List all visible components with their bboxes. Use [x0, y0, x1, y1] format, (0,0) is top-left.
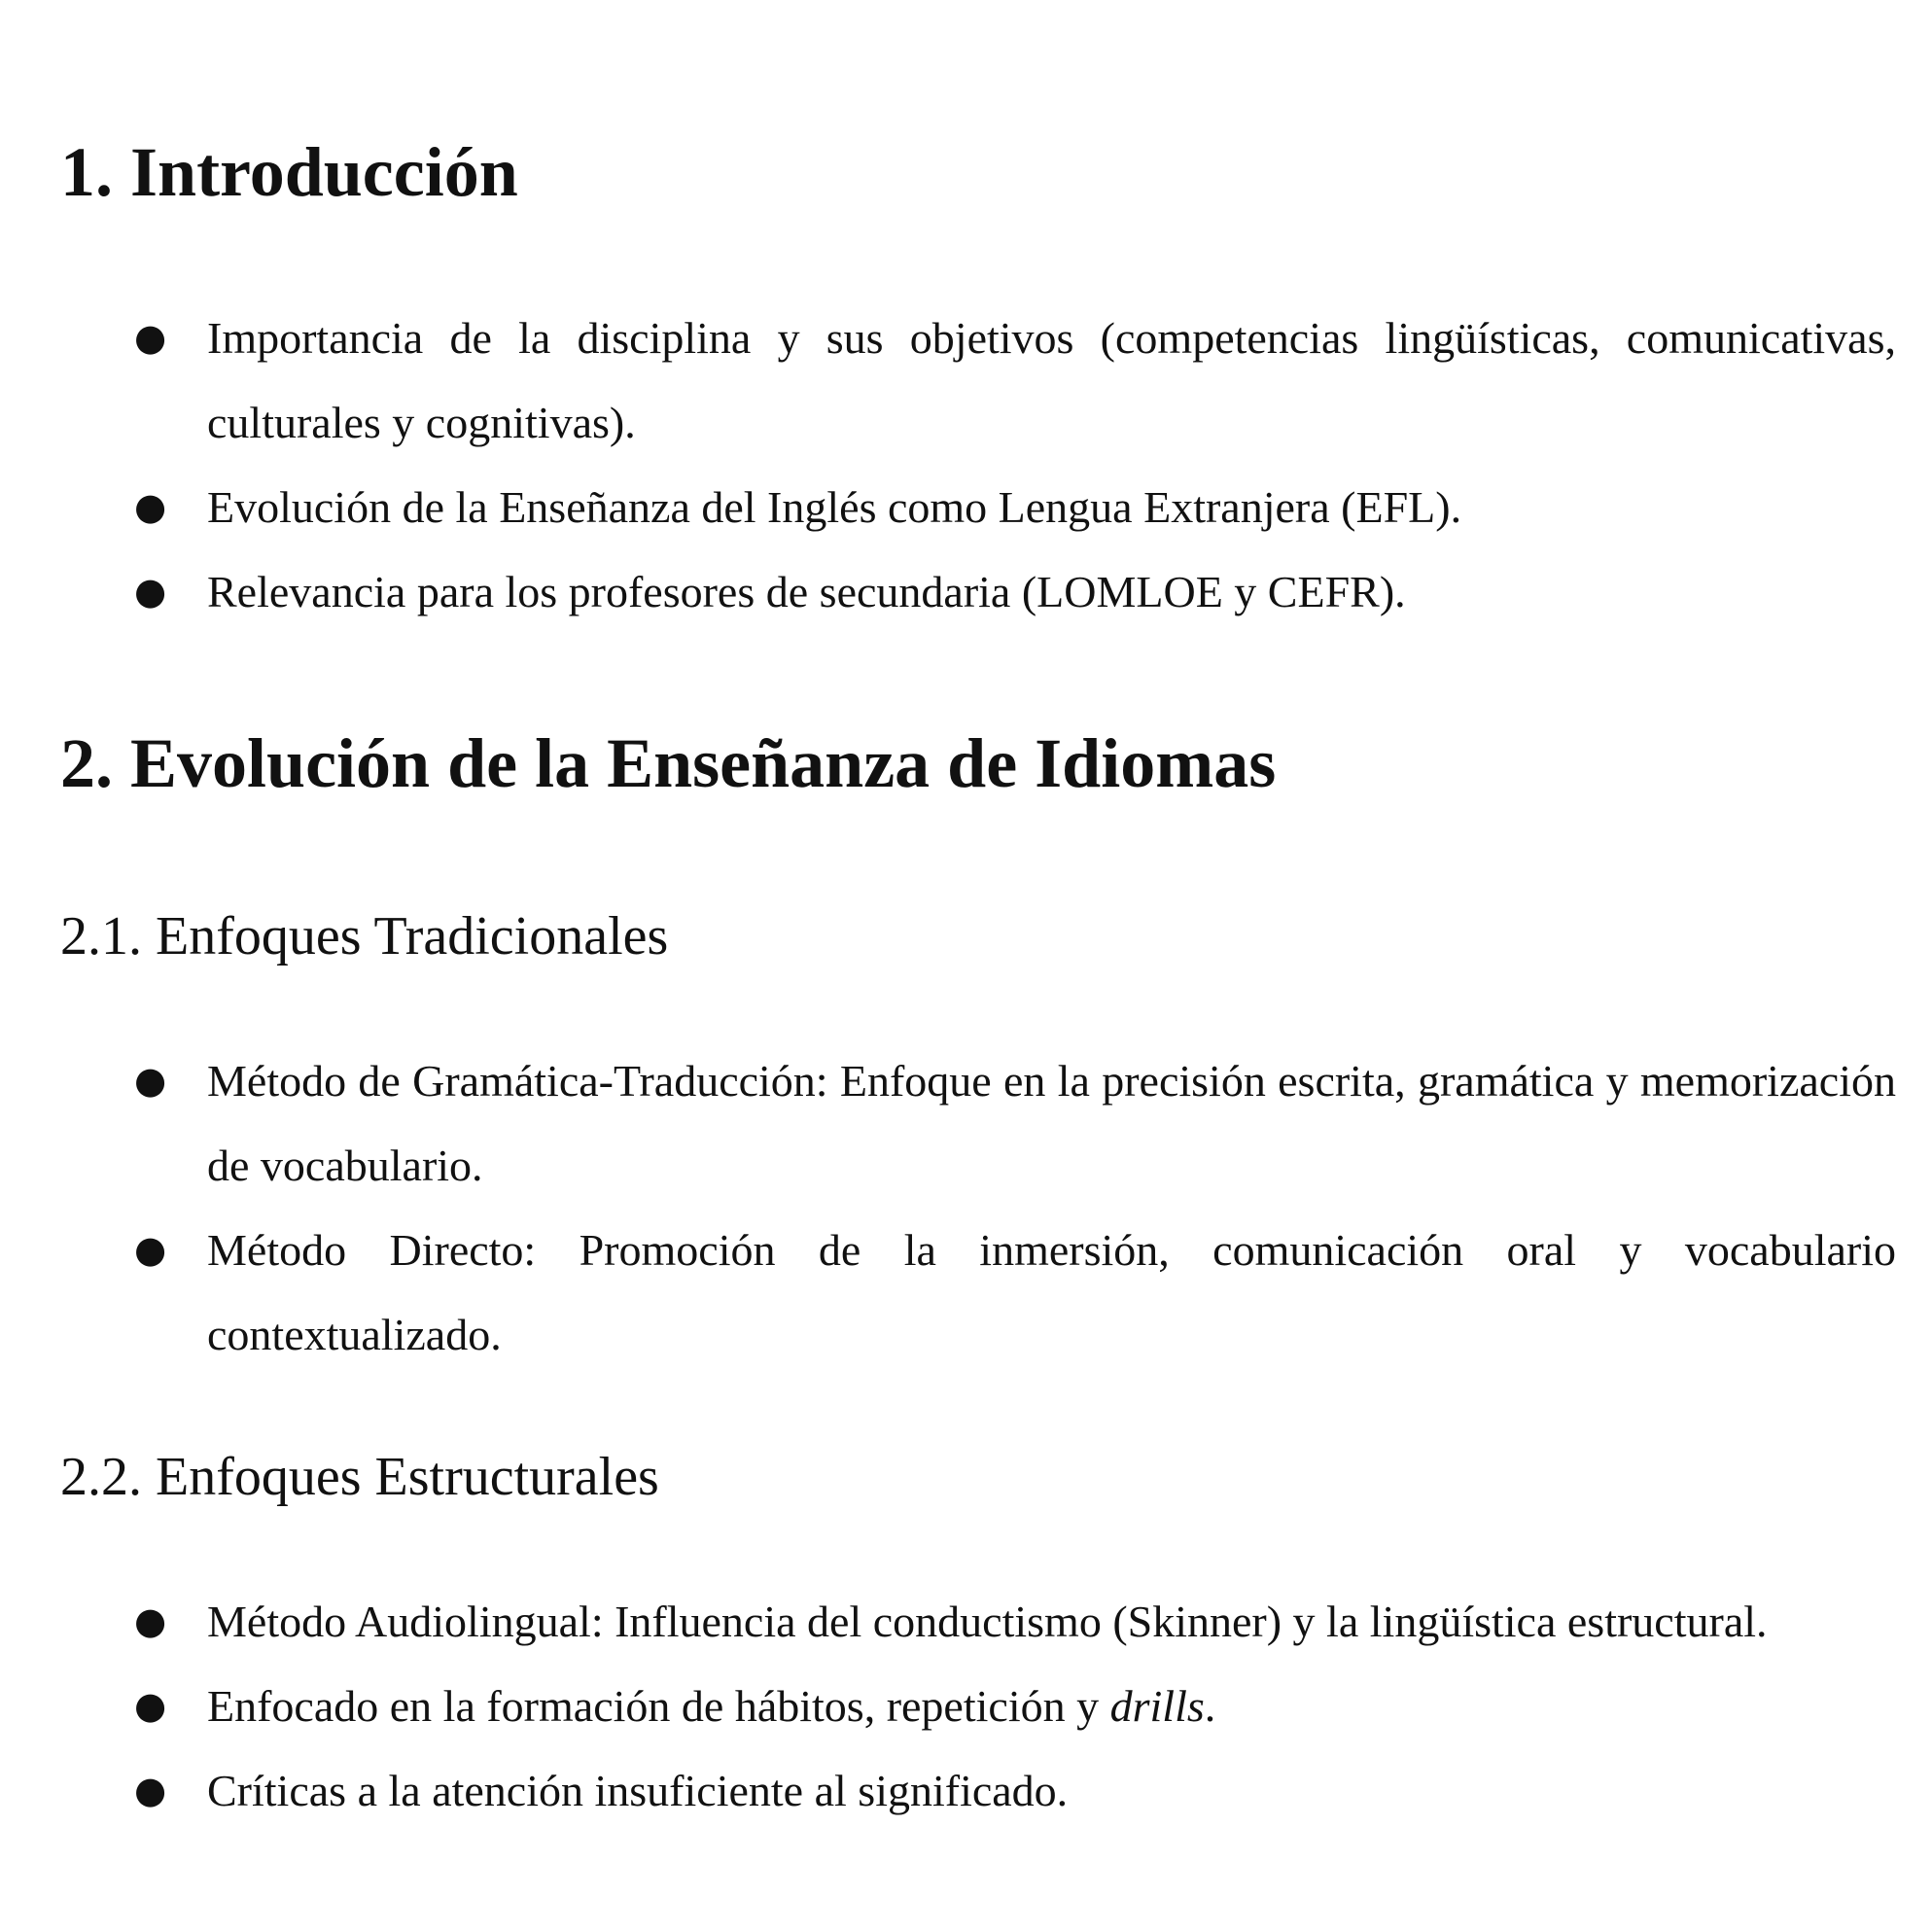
list-enfoques-tradicionales	[0, 1038, 1932, 1377]
bullet-icon: ●	[134, 1684, 167, 1727]
list-item-text: Método de Gramática-Traducción: Enfoque en la precisión escrita, gramática y memorización de vocabulario.	[207, 1056, 1896, 1190]
list-item	[0, 1208, 1932, 1377]
bullet-icon: ●	[134, 1769, 167, 1811]
bullet-icon: ●	[134, 570, 167, 613]
list-item-text: Relevancia para los profesores de secundaria (LOMLOE y CEFR).	[207, 567, 1406, 616]
bullet-icon: ●	[134, 1228, 167, 1271]
list-item-text: Método Directo: Promoción de la inmersión, comunicación oral y vocabulario contextualizado.	[207, 1225, 1896, 1359]
list-item	[0, 296, 1932, 465]
list-item	[0, 549, 1932, 634]
list-item-text: Críticas a la atención insuficiente al significado.	[207, 1766, 1069, 1815]
bullet-icon: ●	[134, 316, 167, 359]
heading-introduccion: 1. Introducción	[60, 133, 518, 211]
list-item-text: Método Audiolingual: Influencia del conductismo (Skinner) y la lingüística estructural.	[207, 1597, 1768, 1646]
bullet-icon: ●	[134, 1059, 167, 1102]
bullet-icon: ●	[134, 485, 167, 528]
list-item-text: Evolución de la Enseñanza del Inglés como Lengua Extranjera (EFL).	[207, 482, 1462, 532]
list-introduccion	[0, 296, 1932, 634]
list-item-text-after: .	[1204, 1681, 1216, 1731]
list-item	[0, 1038, 1932, 1208]
list-item	[0, 465, 1932, 549]
list-item	[0, 1579, 1932, 1664]
list-item-text: Importancia de la disciplina y sus objetivos (competencias lingüísticas, comunicativas, culturales y cognitivas).	[207, 313, 1896, 447]
subheading-enfoques-tradicionales: 2.1. Enfoques Tradicionales	[60, 906, 669, 966]
bullet-icon: ●	[134, 1599, 167, 1642]
list-item	[0, 1748, 1932, 1833]
list-enfoques-estructurales	[0, 1579, 1932, 1833]
list-item	[0, 1664, 1932, 1748]
heading-evolucion: 2. Evolución de la Enseñanza de Idiomas	[60, 724, 1277, 802]
subheading-enfoques-estructurales: 2.2. Enfoques Estructurales	[60, 1447, 659, 1507]
list-item-text-before: Enfocado en la formación de hábitos, repetición y	[207, 1681, 1110, 1731]
list-item-text-emphasis: drills	[1109, 1681, 1205, 1731]
list-item-text	[207, 1664, 1896, 1748]
